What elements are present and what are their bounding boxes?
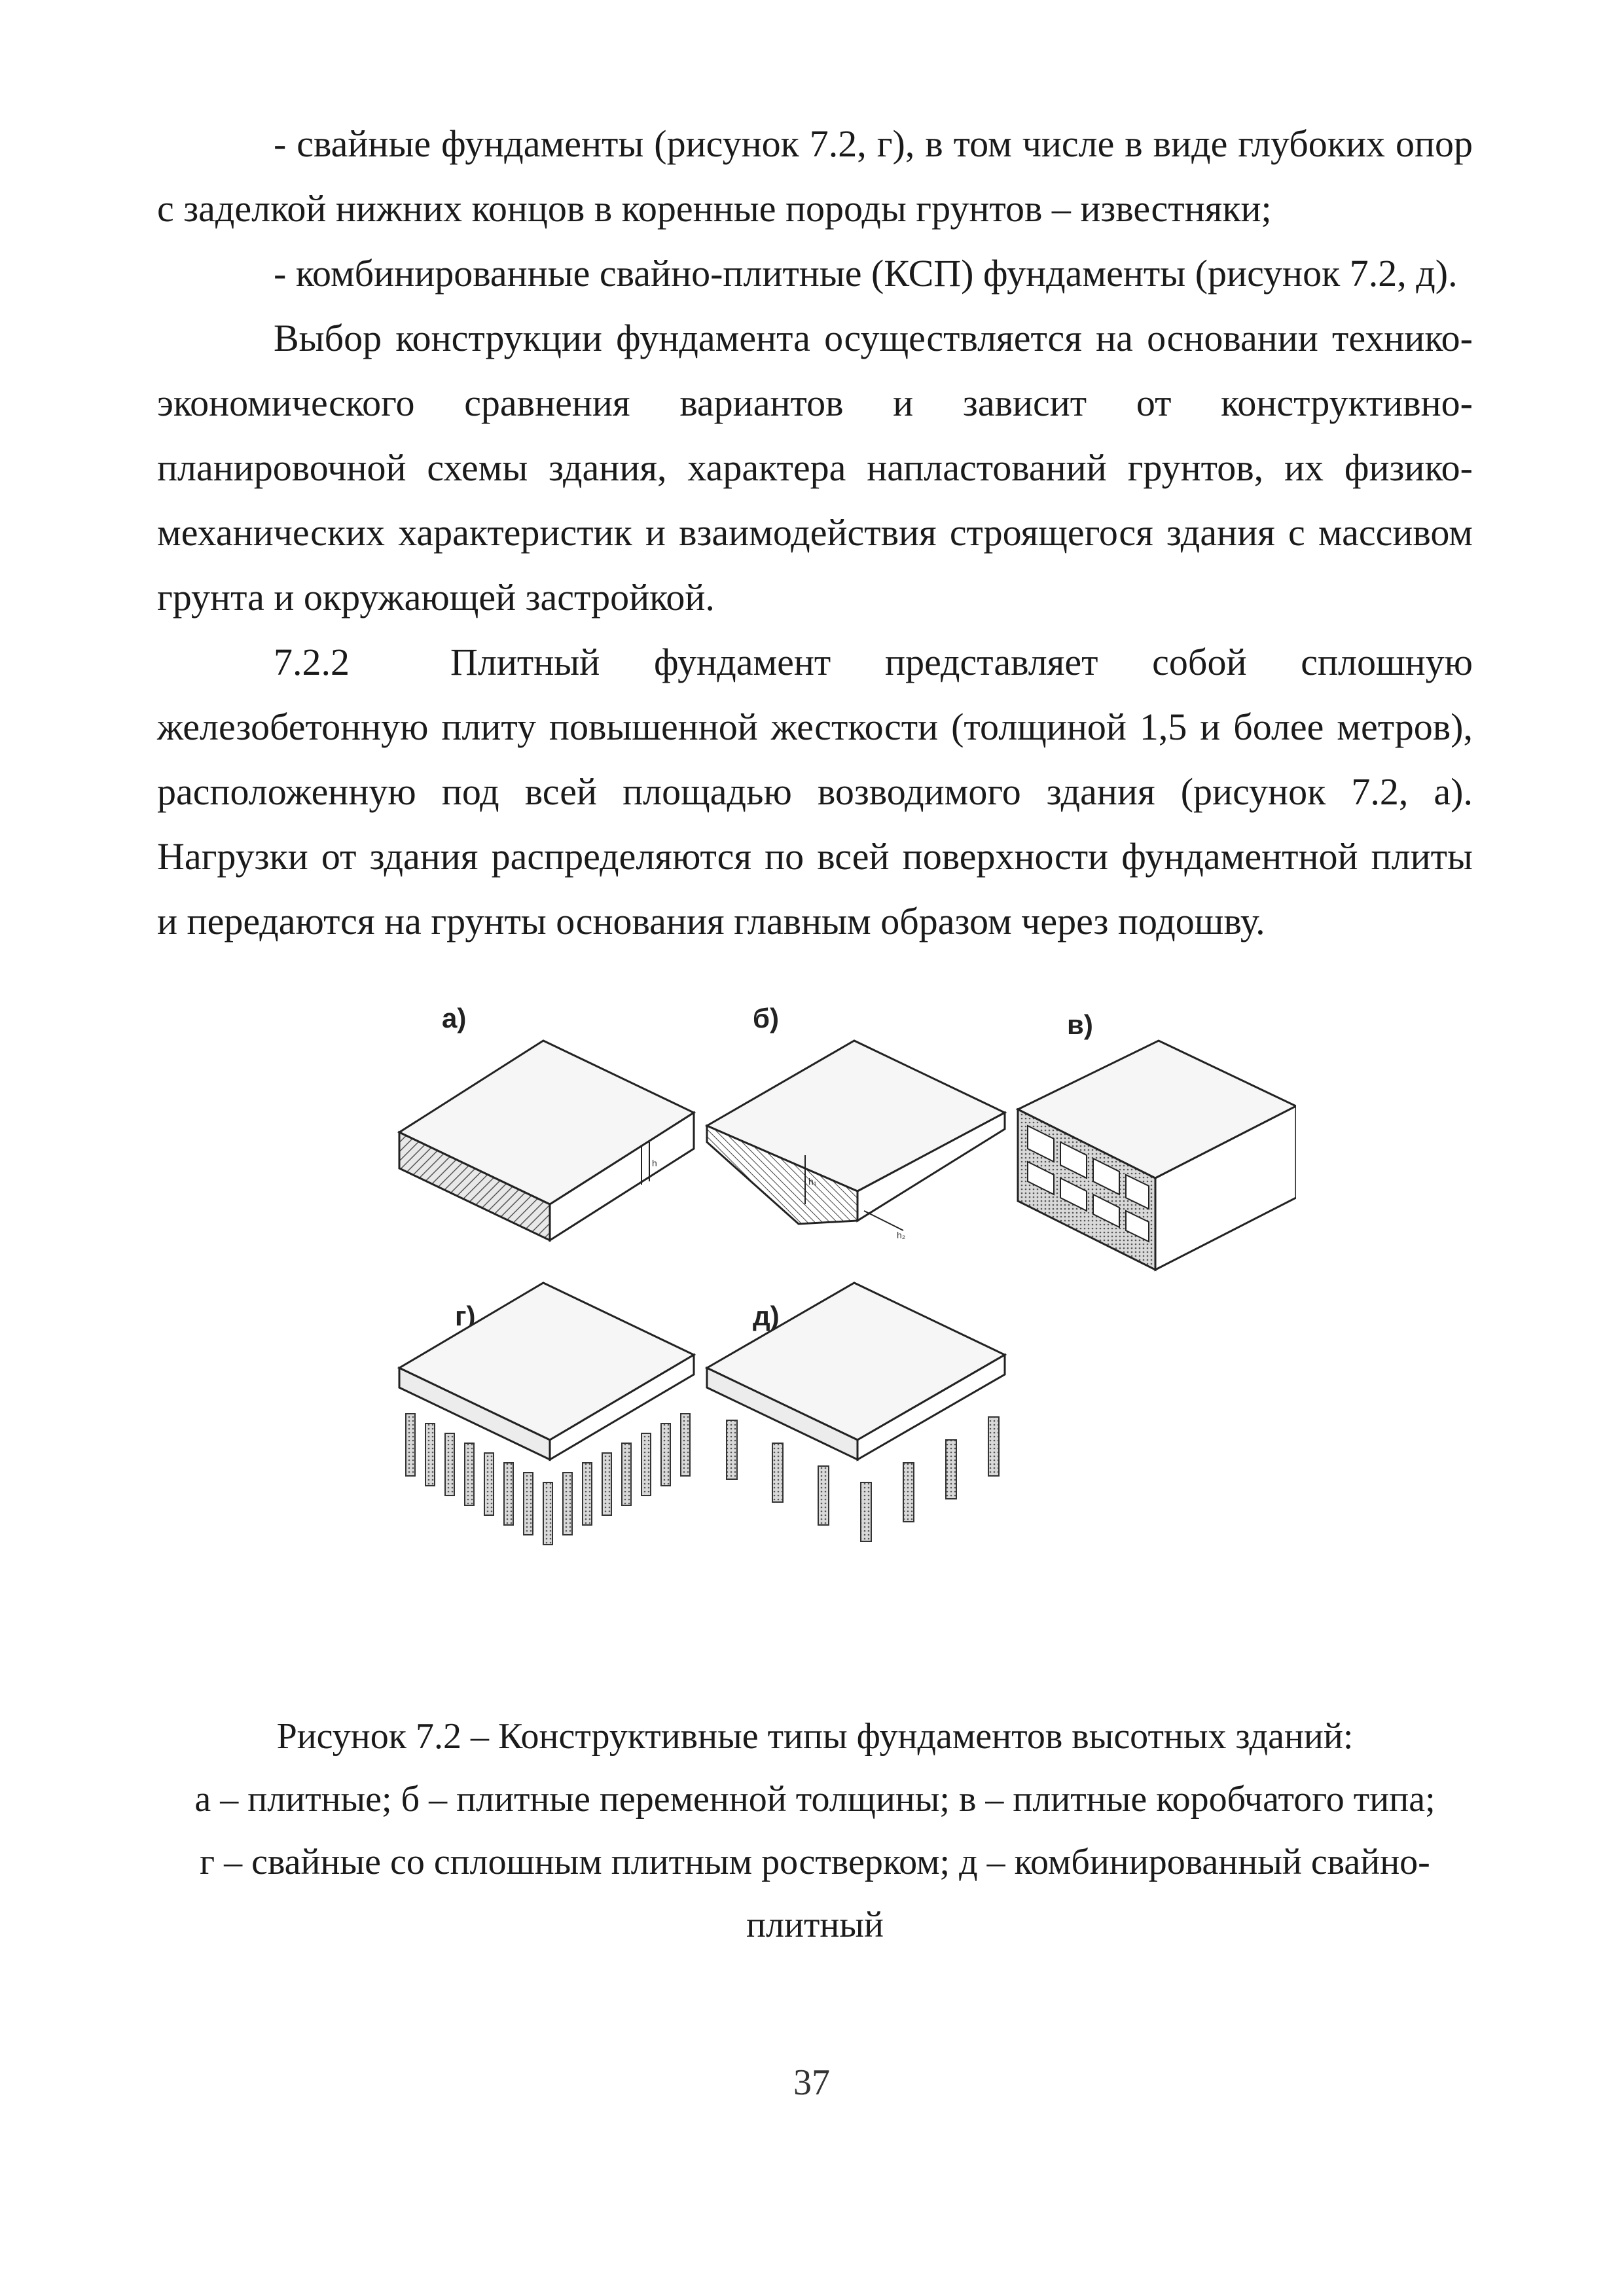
diagram-v-box-slab — [1018, 1009, 1296, 1270]
diagram-b-variable-slab — [707, 1003, 1005, 1240]
label-a: а) — [442, 1003, 467, 1033]
diagram-g-pile-foundation — [399, 1283, 694, 1545]
svg-text:h: h — [652, 1158, 657, 1168]
figure-drawing — [380, 995, 1296, 1649]
diagram-a-slab — [399, 1003, 694, 1240]
caption-line-2: а – плитные; б – плитные переменной толщины; в – плитные коробчатого типа; — [194, 1779, 1435, 1820]
caption-title: Рисунок 7.2 – Конструктивные типы фундаментов высотных зданий: — [276, 1716, 1354, 1757]
label-d: д) — [753, 1300, 780, 1331]
svg-text:h₂: h₂ — [897, 1230, 906, 1240]
page-number: 37 — [793, 2062, 830, 2103]
paragraph-foundation-choice: Выбор конструкции фундамента осуществляется на основании технико-экономического сравнения вариантов и зависит от конструктивно-планировочной схемы здания, характера напластований грунтов, их физико-механических характеристик и взаимодействия строящегося здания с массивом грунта и окружающей застройкой. — [157, 317, 1473, 619]
figure-foundation-types — [380, 995, 1296, 1649]
paragraph-slab-foundation — [157, 630, 1473, 954]
caption-line-4: плитный — [746, 1905, 884, 1945]
body-text — [157, 111, 1473, 954]
figure-caption — [157, 1705, 1473, 1956]
label-v: в) — [1067, 1009, 1093, 1040]
paragraph-slab-foundation-text: Плитный фундамент представляет собой сплошную железобетонную плиту повышенной жесткости (толщиной 1,5 и более метров), расположенную под всей площадью возводимого здания (рисунок 7.2, а). Нагрузки от здания распределяются по всей поверхности фундаментной плиты и передаются на грунты основания главным образом через подошву. — [157, 641, 1473, 942]
paragraph-combined-foundations: - комбинированные свайно-плитные (КСП) фундаменты (рисунок 7.2, д). — [274, 252, 1458, 295]
label-g: г) — [455, 1300, 476, 1331]
caption-line-3: г – свайные со сплошным плитным ростверком; д – комбинированный свайно- — [200, 1842, 1430, 1882]
label-b: б) — [753, 1003, 779, 1033]
paragraph-pile-foundations: - свайные фундаменты (рисунок 7.2, г), в том числе в виде глубоких опор с заделкой нижних концов в коренные породы грунтов – известняки; — [157, 122, 1473, 230]
diagram-d-combined-foundation — [707, 1283, 1005, 1541]
svg-text:h₁: h₁ — [808, 1176, 817, 1187]
section-number: 7.2.2 — [274, 641, 350, 683]
